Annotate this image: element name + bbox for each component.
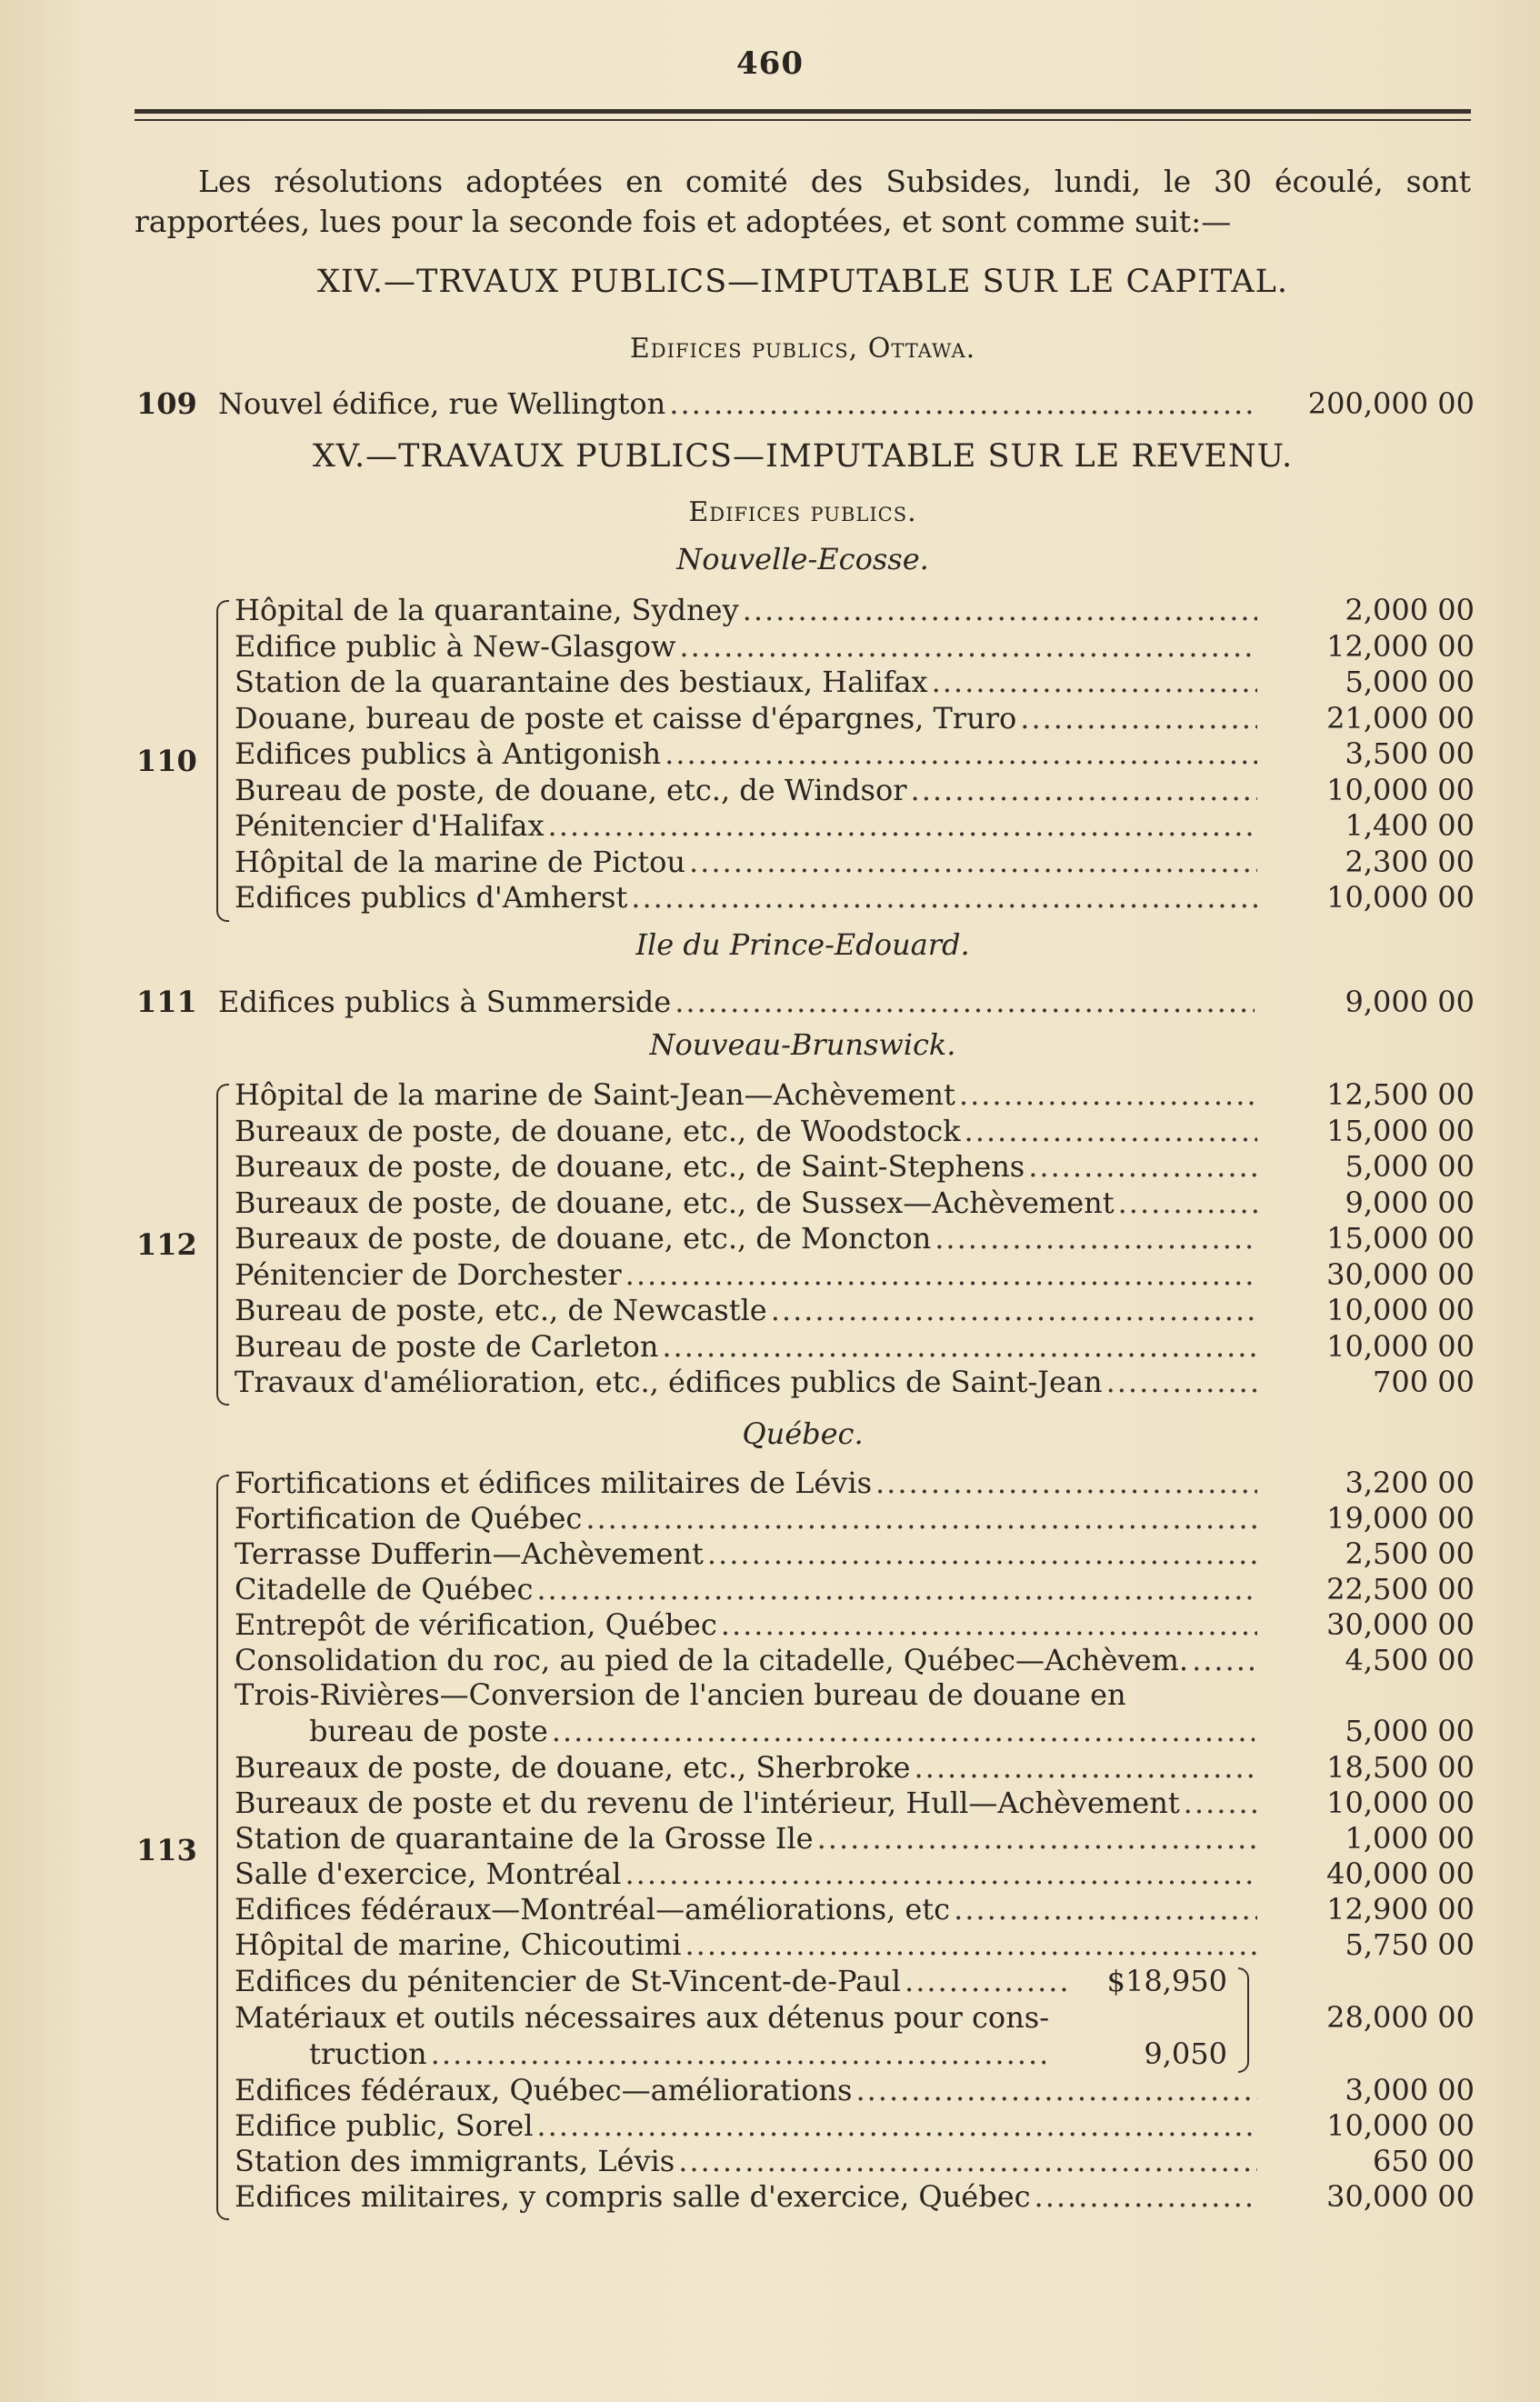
item-label: Hôpital de la marine de Saint-Jean—Achèvement (235, 1077, 955, 1112)
item-number: 111 (136, 985, 197, 1019)
leader-dots (685, 1927, 1257, 1962)
province-nouvelle-ecosse: Nouvelle-Ecosse. (676, 542, 929, 576)
item-label: Edifices publics à Antigonish (235, 736, 662, 771)
leader-dots (585, 1501, 1257, 1536)
item-amount: 30,000 00 (1326, 2179, 1475, 2214)
leader-dots (431, 2037, 1045, 2071)
item-label: Fortifications et édifices militaires de Lévis (235, 1466, 872, 1500)
item-label: Bureau de poste, de douane, etc., de Windsor (235, 772, 907, 807)
leader-dots (817, 1821, 1257, 1856)
list-item (0, 1857, 1540, 1893)
item-label: Matériaux et outils nécessaires aux détenus pour cons- (235, 2000, 1050, 2035)
list-item (0, 2144, 1540, 2180)
header-rule-thin (135, 119, 1471, 121)
leader-dots (675, 985, 1255, 1019)
leader-dots (954, 1892, 1257, 1927)
item-label: Edifices fédéraux, Québec—améliorations (235, 2073, 853, 2107)
item-st-vincent-total (0, 2000, 1540, 2037)
item-amount: 10,000 00 (1326, 772, 1475, 807)
item-amount: 9,000 00 (1345, 1185, 1475, 1220)
item-amount: 30,000 00 (1326, 1256, 1475, 1292)
item-label: Edifices militaires, y compris salle d'exercice, Québec (235, 2179, 1031, 2214)
item-amount: 650 00 (1373, 2144, 1475, 2178)
sub-amount: 9,050 (1144, 2037, 1227, 2071)
leader-dots (689, 845, 1257, 879)
item-amount: 19,000 00 (1326, 1501, 1475, 1536)
leader-dots (1020, 701, 1257, 736)
province-pei: Ile du Prince-Edouard. (635, 927, 970, 962)
item-label: Terrasse Dufferin—Achèvement (235, 1536, 704, 1571)
leader-dots (875, 1466, 1257, 1500)
item-label: Hôpital de marine, Chicoutimi (235, 1927, 682, 1962)
item-amount: 5,000 00 (1345, 1149, 1475, 1184)
list-item (0, 1329, 1540, 1366)
item-amount: 10,000 00 (1326, 1328, 1475, 1364)
province-nouveau-brunswick: Nouveau-Brunswick. (649, 1027, 956, 1062)
list-item (0, 2073, 1540, 2109)
leader-dots (536, 2108, 1257, 2143)
list-item (0, 629, 1540, 666)
province-quebec: Québec. (742, 1416, 864, 1451)
item-label: Station de quarantaine de la Grosse Ile (235, 1821, 814, 1856)
item-label: Hôpital de la quarantaine, Sydney (235, 593, 739, 627)
leader-dots (665, 736, 1257, 771)
list-item (0, 1572, 1540, 1608)
item-amount: 2,000 00 (1345, 593, 1475, 627)
item-label: Trois-Rivières—Conversion de l'ancien bureau de douane en (235, 1677, 1126, 1712)
list-item (0, 1643, 1540, 1679)
item-label: Bureaux de poste, de douane, etc., de Woodstock (235, 1113, 961, 1148)
item-st-vincent (0, 1964, 1540, 2000)
intro-paragraph: Les résolutions adoptées en comité des Subsides, lundi, le 30 écoulé, sont rapportées, lues pour la seconde fois et adoptées, et sont comme suit:— (135, 164, 1471, 239)
leader-dots (914, 1750, 1257, 1785)
leader-dots (965, 1114, 1257, 1148)
item-amount: 40,000 00 (1326, 1857, 1475, 1891)
item-label: Bureaux de poste, de douane, etc., de Sussex—Achèvement (235, 1185, 1115, 1220)
list-item (0, 1077, 1540, 1114)
header-rule (135, 109, 1471, 114)
leader-dots (721, 1607, 1257, 1642)
item-label: Edifices fédéraux—Montréal—améliorations, etc (235, 1892, 951, 1927)
item-materiaux-line2 (0, 2037, 1540, 2073)
item-amount: 1,000 00 (1345, 1821, 1475, 1856)
item-label: Edifices du pénitencier de St-Vincent-de-Paul (235, 1964, 902, 1998)
leader-dots (1118, 1186, 1257, 1220)
item-label: Bureaux de poste, de douane, etc., Sherbroke (235, 1750, 911, 1785)
item-trois-rivieres-line1 (0, 1677, 1540, 1714)
leader-dots (1035, 2179, 1257, 2214)
item-label: Bureaux de poste, de douane, etc., de Moncton (235, 1221, 932, 1256)
item-label: Salle d'exercice, Montréal (235, 1857, 622, 1891)
item-amount: 12,000 00 (1326, 628, 1475, 664)
item-label: Bureau de poste, etc., de Newcastle (235, 1293, 767, 1327)
item-amount: 2,300 00 (1345, 844, 1475, 879)
list-item (0, 1293, 1540, 1329)
list-item (0, 1607, 1540, 1644)
item-amount: 200,000 00 (1307, 386, 1475, 421)
item-amount: 21,000 00 (1326, 700, 1475, 736)
leader-dots (678, 2144, 1257, 2178)
item-label: Edifice public, Sorel (235, 2108, 534, 2143)
item-label: Douane, bureau de poste et caisse d'épargnes, Truro (235, 700, 1017, 736)
leader-dots (911, 773, 1257, 807)
leader-dots (743, 593, 1257, 627)
leader-dots (548, 808, 1257, 843)
leader-dots (905, 1964, 1071, 1998)
leader-dots (625, 1857, 1257, 1891)
item-label: Edifice public à New-Glasgow (235, 628, 676, 664)
leader-dots (1192, 1643, 1257, 1677)
item-amount: 2,500 00 (1345, 1536, 1475, 1571)
heading-edifices-ottawa: Edifices publics, Ottawa. (629, 333, 976, 365)
leader-dots (1184, 1786, 1257, 1820)
item-label: Bureaux de poste et du revenu de l'intérieur, Hull—Achèvement (235, 1786, 1180, 1820)
group-number-113: 113 (136, 1833, 197, 1867)
leader-dots (669, 386, 1255, 421)
item-amount: 15,000 00 (1326, 1113, 1475, 1148)
item-amount: 22,500 00 (1326, 1572, 1475, 1606)
leader-dots (679, 629, 1257, 664)
list-item (0, 701, 1540, 737)
item-label: Edifices publics à Summerside (218, 985, 672, 1019)
item-label: truction (309, 2037, 427, 2071)
item-amount: 5,000 00 (1345, 665, 1475, 699)
list-item (0, 1365, 1540, 1401)
item-amount: 1,400 00 (1345, 808, 1475, 843)
page-number: 460 (736, 45, 804, 82)
item-amount: 3,500 00 (1345, 736, 1475, 771)
item-amount: 3,000 00 (1345, 2073, 1475, 2107)
list-item (0, 1149, 1540, 1186)
list-item (0, 1821, 1540, 1857)
leader-dots (932, 665, 1257, 699)
item-label: Bureaux de poste, de douane, etc., de Saint-Stephens (235, 1149, 1025, 1184)
list-item (0, 1221, 1540, 1257)
list-item (0, 593, 1540, 629)
item-label: Entrepôt de vérification, Québec (235, 1607, 717, 1642)
leader-dots (707, 1536, 1257, 1571)
section-title-xiv: XIV.—TRVAUX PUBLICS—IMPUTABLE SUR LE CAPITAL. (317, 264, 1288, 300)
item-amount: 10,000 00 (1326, 2108, 1475, 2143)
item-amount: 28,000 00 (1326, 2000, 1475, 2035)
item-amount: 5,000 00 (1345, 1714, 1475, 1748)
list-item (0, 1750, 1540, 1786)
leader-dots (959, 1077, 1257, 1112)
item-amount: 30,000 00 (1326, 1607, 1475, 1642)
item-label: Citadelle de Québec (235, 1572, 534, 1606)
list-item (0, 1114, 1540, 1150)
group-number-112: 112 (136, 1227, 197, 1262)
item-label: Station de la quarantaine des bestiaux, Halifax (235, 665, 928, 699)
leader-dots (536, 1572, 1257, 1606)
sub-amount: $18,950 (1106, 1964, 1227, 1998)
list-item (0, 773, 1540, 809)
item-amount: 10,000 00 (1326, 880, 1475, 915)
item-label: Station des immigrants, Lévis (235, 2144, 675, 2178)
item-amount: 12,900 00 (1326, 1892, 1475, 1927)
item-label: Fortification de Québec (235, 1501, 583, 1536)
item-number: 109 (136, 386, 197, 421)
item-amount: 3,200 00 (1345, 1466, 1475, 1500)
item-label: Pénitencier de Dorchester (235, 1256, 622, 1292)
list-item (0, 2108, 1540, 2145)
leader-dots (1028, 1149, 1257, 1184)
leader-dots (662, 1329, 1257, 1364)
list-item (0, 736, 1540, 773)
item-label: Consolidation du roc, au pied de la citadelle, Québec—Achèvem. (235, 1643, 1189, 1677)
list-item (0, 1257, 1540, 1294)
list-item (0, 1786, 1540, 1822)
group-number-110: 110 (136, 744, 197, 778)
item-trois-rivieres-line2 (0, 1714, 1540, 1750)
item-label: Nouvel édifice, rue Wellington (218, 386, 666, 421)
item-amount: 12,500 00 (1326, 1077, 1475, 1112)
item-amount: 10,000 00 (1326, 1293, 1475, 1327)
list-item (0, 1927, 1540, 1964)
item-111 (0, 985, 1540, 1021)
heading-edifices-publics: Edifices publics. (688, 496, 917, 528)
item-label: Edifices publics d'Amherst (235, 880, 628, 915)
list-item (0, 2179, 1540, 2216)
list-item (0, 1892, 1540, 1928)
leader-dots (935, 1221, 1257, 1256)
item-amount: 700 00 (1373, 1365, 1475, 1399)
leader-dots (855, 2073, 1257, 2107)
item-amount: 10,000 00 (1326, 1786, 1475, 1820)
list-item (0, 808, 1540, 845)
item-label: Bureau de poste de Carleton (235, 1328, 659, 1364)
list-item (0, 1536, 1540, 1573)
item-label: Travaux d'amélioration, etc., édifices publics de Saint-Jean (235, 1365, 1103, 1399)
list-item (0, 1186, 1540, 1222)
item-amount: 18,500 00 (1326, 1750, 1475, 1785)
leader-dots (552, 1714, 1255, 1748)
leader-dots (631, 880, 1257, 915)
item-109 (0, 386, 1540, 423)
section-title-xv: XV.—TRAVAUX PUBLICS—IMPUTABLE SUR LE REVENU. (312, 438, 1294, 475)
item-label: Hôpital de la marine de Pictou (235, 844, 685, 879)
list-item (0, 880, 1540, 916)
item-amount: 5,750 00 (1345, 1927, 1475, 1962)
leader-dots (625, 1257, 1257, 1292)
item-label: Pénitencier d'Halifax (235, 808, 545, 843)
leader-dots (1106, 1365, 1257, 1399)
list-item (0, 1466, 1540, 1502)
item-amount: 9,000 00 (1345, 985, 1475, 1019)
item-label: bureau de poste (309, 1714, 548, 1748)
leader-dots (771, 1293, 1257, 1327)
list-item (0, 665, 1540, 701)
list-item (0, 845, 1540, 881)
list-item (0, 1501, 1540, 1537)
item-amount: 15,000 00 (1326, 1221, 1475, 1256)
item-amount: 4,500 00 (1345, 1643, 1475, 1677)
